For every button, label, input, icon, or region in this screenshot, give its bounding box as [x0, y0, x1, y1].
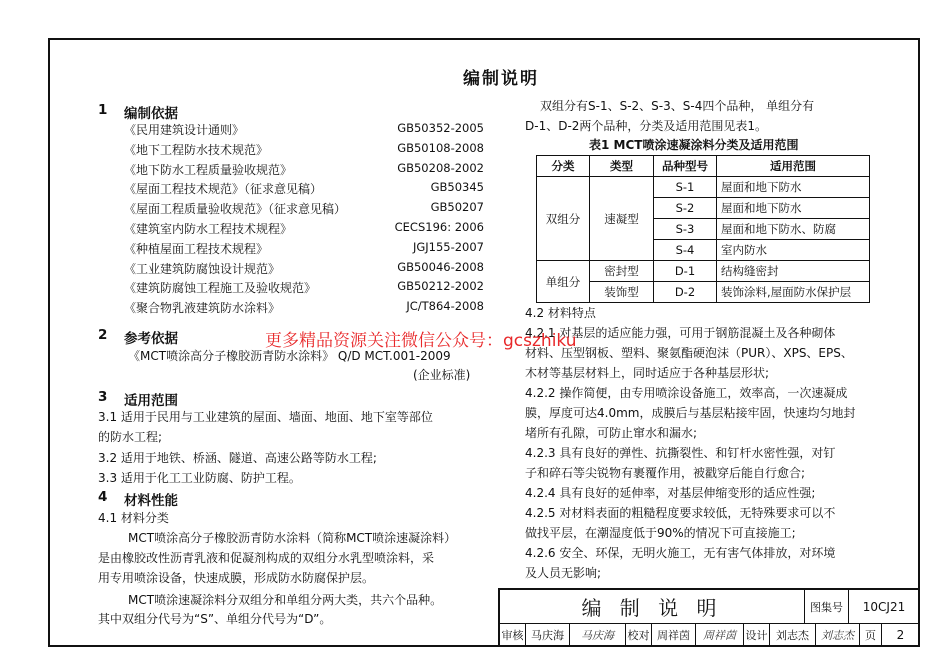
table-header-row — [537, 156, 870, 177]
section4-para: 是由橡胶改性沥青乳液和促凝剂构成的双组分水乳型喷涂料，采 — [98, 551, 435, 565]
feature-line: 4.2.3 具有良好的弹性、抗撕裂性、和钉杆水密性强，对钉 — [525, 446, 836, 460]
reference-item — [124, 299, 484, 317]
reference-item — [124, 200, 484, 218]
material-features — [525, 324, 885, 586]
section1-title: 编制依据 — [124, 106, 178, 122]
scope-cell: 装饰涂料,屋面防水保护层 — [717, 282, 870, 303]
section3-item: 3.1 适用于民用与工业建筑的屋面、墙面、地面、地下室等部位 — [98, 410, 433, 424]
section3-item: 的防水工程; — [98, 430, 163, 444]
type-cell: 装饰型 — [590, 282, 654, 303]
page-label: 页 — [860, 624, 882, 647]
feature-line: 4.2.4 具有良好的延伸率，对基层伸缩变形的适应性强; — [525, 486, 816, 500]
title-block-name: 编 制 说 明 — [500, 590, 805, 624]
reference-code: GB50352-2005 — [397, 121, 484, 135]
reference-name: 《建筑室内防水工程技术规程》 — [124, 222, 293, 236]
feature-line: 材料、压型钢板、塑料、聚氨酯硬泡沫（PUR）、XPS、EPS、 — [525, 346, 853, 360]
feature-line: 木材等基层材料上，同时适应于各种基层形状; — [525, 366, 770, 380]
section4-para: 用专用喷涂设备，快速成膜，形成防水防腐保护层。 — [98, 571, 375, 585]
reference-item — [124, 260, 484, 278]
reference-code: GB50345 — [430, 180, 484, 195]
section2-line2: (企业标准) — [413, 368, 471, 382]
section2-number: 2 — [98, 327, 108, 343]
reference-item — [124, 279, 484, 297]
feature-line: 堵所有孔隙，可防止窜水和漏水; — [525, 426, 698, 440]
reference-code: GB50046-2008 — [397, 259, 484, 274]
type-cell: 速凝型 — [590, 177, 654, 261]
model-cell: S-1 — [654, 177, 717, 198]
table-header: 品种型号 — [654, 156, 717, 177]
model-cell: D-1 — [654, 261, 717, 282]
reference-item — [124, 161, 484, 179]
reference-code: GB50208-2002 — [397, 160, 484, 175]
reference-item — [124, 141, 484, 159]
atlas-label: 图集号 — [805, 590, 849, 624]
designer-signature: 刘志杰 — [816, 624, 860, 647]
page-number: 2 — [882, 624, 920, 647]
table-row — [537, 261, 870, 282]
section3-title: 适用范围 — [124, 393, 178, 409]
type-cell: 密封型 — [590, 261, 654, 282]
table-header: 分类 — [537, 156, 590, 177]
reference-name: 《种植屋面工程技术规程》 — [124, 241, 269, 256]
section3-item: 3.3 适用于化工工业防腐、防护工程。 — [98, 471, 301, 485]
classification-table — [536, 155, 870, 303]
scope-cell: 屋面和地下防水 — [717, 198, 870, 219]
reference-code: CECS196: 2006 — [394, 220, 484, 234]
table-header: 类型 — [590, 156, 654, 177]
page-title: 编制说明 — [463, 69, 539, 89]
reference-code: JGJ155-2007 — [412, 239, 484, 254]
reference-code: GB50212-2002 — [397, 279, 484, 294]
scope-cell: 结构缝密封 — [717, 261, 870, 282]
review-label: 审核 — [500, 624, 526, 647]
checker-signature: 周祥茵 — [696, 624, 744, 647]
model-cell: D-2 — [654, 282, 717, 303]
feature-line: 4.2.2 操作简便，由专用喷涂设备施工，效率高，一次速凝成 — [525, 386, 848, 400]
right-intro-line1: 双组分有S-1、S-2、S-3、S-4四个品种， 单组分有 — [540, 99, 815, 113]
reference-name: 《民用建筑设计通则》 — [124, 123, 245, 137]
atlas-number: 10CJ21 — [849, 590, 920, 624]
reference-code: GB50108-2008 — [397, 140, 484, 155]
feature-line: 4.2.5 对材料表面的粗糙程度要求较低，无特殊要求可以不 — [525, 506, 836, 520]
watermark-text: 更多精品资源关注微信公众号：gcszhiku — [265, 331, 577, 351]
scope-cell: 室内防水 — [717, 240, 870, 261]
reference-name: 《地下防水工程质量验收规范》 — [124, 162, 293, 177]
reference-item — [124, 121, 484, 139]
table-row — [537, 177, 870, 198]
reference-list — [124, 121, 484, 321]
reference-name: 《建筑防腐蚀工程施工及验收规范》 — [124, 281, 317, 296]
section4-para: MCT喷涂高分子橡胶沥青防水涂料（简称MCT喷涂速凝涂料） — [128, 531, 457, 545]
feature-line: 子和碎石等尖锐物有裹覆作用，被戳穿后能自行愈合; — [525, 466, 806, 480]
feature-line: 膜，厚度可达4.0mm，成膜后与基层粘接牢固，快速均匀地封 — [525, 406, 856, 420]
design-label: 设计 — [744, 624, 770, 647]
feature-line: 4.2.6 安全、环保，无明火施工，无有害气体排放，对环境 — [525, 546, 836, 560]
scope-cell: 屋面和地下防水 — [717, 177, 870, 198]
section4-1-heading: 4.1 材料分类 — [98, 511, 169, 525]
reference-code: JC/T864-2008 — [406, 299, 484, 314]
reference-name: 《工业建筑防腐蚀设计规范》 — [124, 261, 281, 276]
reference-item — [124, 220, 484, 238]
reviewer-signature: 马庆海 — [570, 624, 626, 647]
section4-para: 其中双组分代号为“S”、单组分代号为“D”。 — [98, 612, 332, 626]
reference-code: GB50207 — [430, 200, 484, 215]
reviewer-name: 马庆海 — [526, 624, 570, 647]
section4-para: MCT喷涂速凝涂料分双组分和单组分两大类，共六个品种。 — [128, 593, 443, 607]
reference-name: 《地下工程防水技术规范》 — [124, 142, 269, 157]
model-cell: S-4 — [654, 240, 717, 261]
checker-name: 周祥茵 — [652, 624, 696, 647]
reference-item — [124, 240, 484, 258]
table-title: 表1 MCT喷涂速凝涂料分类及适用范围 — [589, 138, 799, 152]
section3-number: 3 — [98, 389, 108, 405]
check-label: 校对 — [626, 624, 652, 647]
reference-name: 《屋面工程质量验收规范》（征求意见稿） — [124, 202, 347, 217]
feature-line: 4.2.1 对基层的适应能力强，可用于钢筋混凝土及各种砌体 — [525, 326, 836, 340]
right-intro-line2: D-1、D-2两个品种，分类及适用范围见表1。 — [525, 119, 768, 133]
feature-line: 及人员无影响; — [525, 566, 602, 580]
group-cell: 单组分 — [537, 261, 590, 303]
reference-name: 《聚合物乳液建筑防水涂料》 — [124, 301, 281, 316]
section4-title: 材料性能 — [124, 493, 178, 509]
model-cell: S-3 — [654, 219, 717, 240]
section4-2-heading: 4.2 材料特点 — [525, 306, 596, 320]
reference-name: 《屋面工程技术规范》（征求意见稿） — [124, 182, 323, 197]
section2-title: 参考依据 — [124, 331, 178, 347]
title-block — [498, 588, 920, 647]
scope-cell: 屋面和地下防水、防腐 — [717, 219, 870, 240]
section4-number: 4 — [98, 489, 108, 505]
section2-line1: 《MCT喷涂高分子橡胶沥青防水涂料》 Q/D MCT.001-2009 — [128, 349, 451, 363]
section3-item: 3.2 适用于地铁、桥涵、隧道、高速公路等防水工程; — [98, 451, 377, 465]
model-cell: S-2 — [654, 198, 717, 219]
group-cell: 双组分 — [537, 177, 590, 261]
table-header: 适用范围 — [717, 156, 870, 177]
feature-line: 做找平层，在潮湿度低于90%的情况下可直接施工; — [525, 526, 796, 540]
section1-number: 1 — [98, 102, 108, 118]
designer-name: 刘志杰 — [770, 624, 816, 647]
reference-item — [124, 180, 484, 198]
